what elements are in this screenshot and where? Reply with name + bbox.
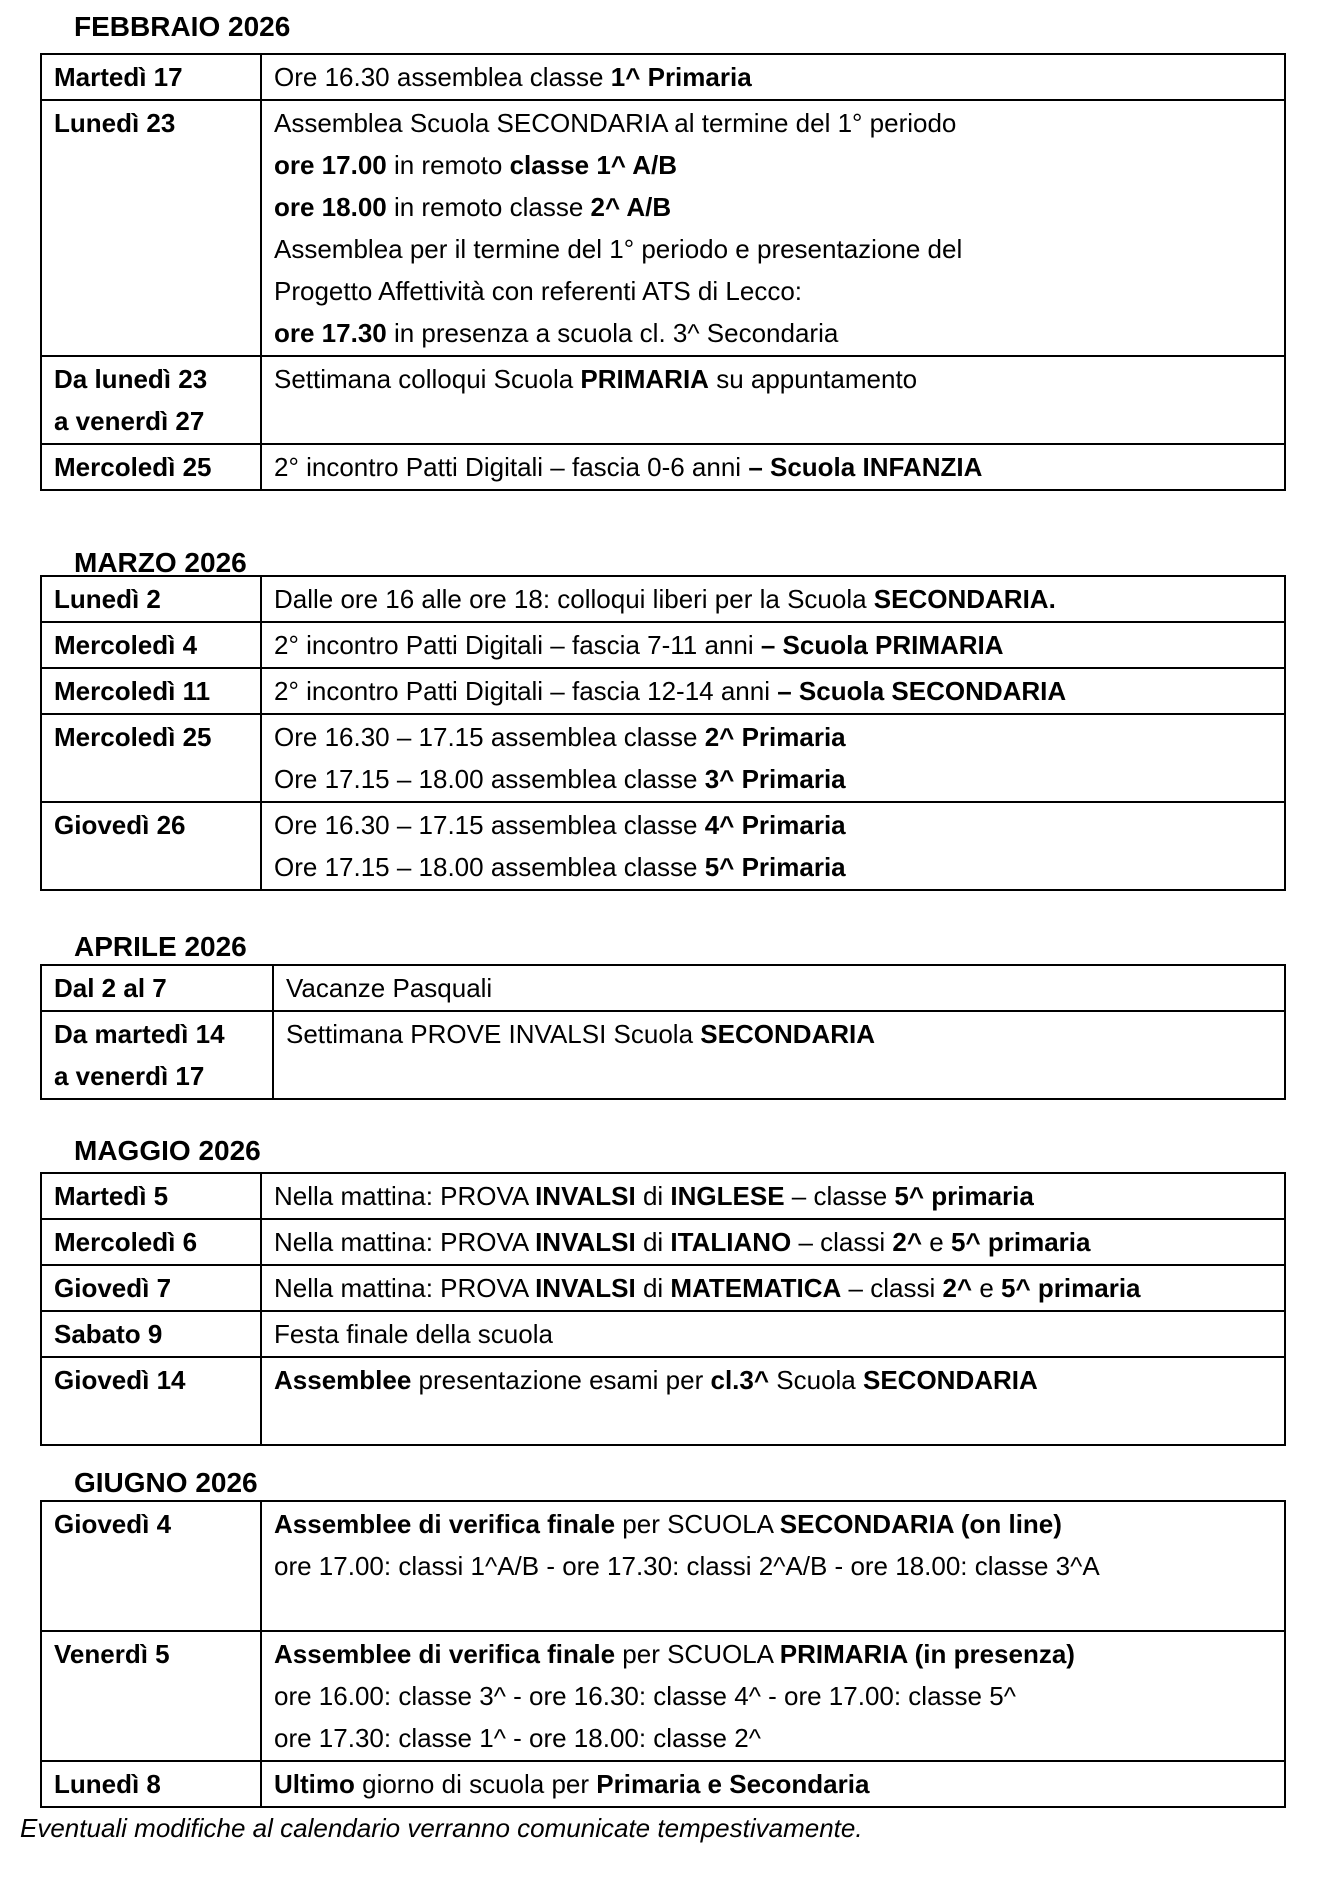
table-row xyxy=(41,1501,1285,1631)
event-line: 2° incontro Patti Digitali – fascia 7-11 anni – Scuola PRIMARIA xyxy=(274,630,1004,660)
event-cell xyxy=(261,1219,1285,1265)
event-cell xyxy=(261,668,1285,714)
date-cell: Da martedì 14 a venerdì 17 xyxy=(41,1011,273,1099)
date-cell: Giovedì 26 xyxy=(41,802,261,890)
event-cell xyxy=(261,714,1285,802)
event-cell xyxy=(261,1173,1285,1219)
month-title-maggio: MAGGIO 2026 xyxy=(74,1135,261,1166)
table-row xyxy=(41,1173,1285,1219)
event-line: Settimana colloqui Scuola PRIMARIA su appuntamento xyxy=(274,364,918,394)
event-line: 2° incontro Patti Digitali – fascia 12-14 anni – Scuola SECONDARIA xyxy=(274,676,1067,706)
event-cell xyxy=(261,1761,1285,1807)
month-title-febbraio: FEBBRAIO 2026 xyxy=(74,11,291,42)
event-line: Progetto Affettività con referenti ATS di Lecco: xyxy=(274,276,802,306)
date-cell: Mercoledì 11 xyxy=(41,668,261,714)
month-table-febbraio xyxy=(40,53,1286,491)
table-row xyxy=(41,1631,1285,1761)
event-cell xyxy=(261,1311,1285,1357)
event-cell xyxy=(261,356,1285,444)
event-line: Ore 16.30 assemblea classe 1^ Primaria xyxy=(274,62,752,92)
date-cell: Da lunedì 23 a venerdì 27 xyxy=(41,356,261,444)
date-cell: Lunedì 23 xyxy=(41,100,261,356)
event-cell xyxy=(261,576,1285,622)
event-cell xyxy=(261,1501,1285,1631)
month-table-maggio xyxy=(40,1172,1286,1446)
date-cell: Giovedì 7 xyxy=(41,1265,261,1311)
event-line: Nella mattina: PROVA INVALSI di MATEMATICA – classi 2^ e 5^ primaria xyxy=(274,1273,1141,1303)
table-row xyxy=(41,1219,1285,1265)
date-cell: Mercoledì 25 xyxy=(41,444,261,490)
month-table-marzo xyxy=(40,575,1286,891)
month-title-marzo: MARZO 2026 xyxy=(74,547,247,578)
table-row xyxy=(41,576,1285,622)
date-cell: Dal 2 al 7 xyxy=(41,965,273,1011)
date-cell: Martedì 17 xyxy=(41,54,261,100)
event-line: Assemblea per il termine del 1° periodo e presentazione del xyxy=(274,234,963,264)
month-table-aprile xyxy=(40,964,1286,1100)
month-title-aprile: APRILE 2026 xyxy=(74,931,247,962)
date-cell: Lunedì 8 xyxy=(41,1761,261,1807)
table-row xyxy=(41,1265,1285,1311)
event-cell xyxy=(261,622,1285,668)
date-cell: Martedì 5 xyxy=(41,1173,261,1219)
event-line: Assemblee di verifica finale per SCUOLA SECONDARIA (on line) xyxy=(274,1509,1062,1539)
table-row xyxy=(41,444,1285,490)
date-cell: Mercoledì 4 xyxy=(41,622,261,668)
event-cell xyxy=(261,1265,1285,1311)
date-cell: Venerdì 5 xyxy=(41,1631,261,1761)
event-cell xyxy=(273,1011,1285,1099)
event-line: ore 18.00 in remoto classe 2^ A/B xyxy=(274,192,672,222)
event-line: Nella mattina: PROVA INVALSI di ITALIANO – classi 2^ e 5^ primaria xyxy=(274,1227,1091,1257)
date-cell: Giovedì 14 xyxy=(41,1357,261,1445)
table-row xyxy=(41,1311,1285,1357)
event-cell xyxy=(261,54,1285,100)
event-line: Ore 16.30 – 17.15 assemblea classe 2^ Primaria xyxy=(274,722,846,752)
event-line: Ore 17.15 – 18.00 assemblea classe 3^ Primaria xyxy=(274,764,846,794)
event-line: Dalle ore 16 alle ore 18: colloqui liberi per la Scuola SECONDARIA. xyxy=(274,584,1056,614)
date-cell: Sabato 9 xyxy=(41,1311,261,1357)
event-cell xyxy=(261,1631,1285,1761)
event-line: Settimana PROVE INVALSI Scuola SECONDARIA xyxy=(286,1019,876,1049)
event-line: Festa finale della scuola xyxy=(274,1319,553,1349)
month-table-giugno xyxy=(40,1500,1286,1808)
table-row xyxy=(41,802,1285,890)
event-cell xyxy=(261,1357,1285,1445)
table-row xyxy=(41,54,1285,100)
event-line: Vacanze Pasquali xyxy=(286,973,493,1003)
event-line: 2° incontro Patti Digitali – fascia 0-6 anni – Scuola INFANZIA xyxy=(274,452,983,482)
event-line: Assemblee di verifica finale per SCUOLA PRIMARIA (in presenza) xyxy=(274,1639,1075,1669)
table-row xyxy=(41,1357,1285,1445)
event-cell xyxy=(261,100,1285,356)
event-line: ore 17.00 in remoto classe 1^ A/B xyxy=(274,150,678,180)
footer-note: Eventuali modifiche al calendario verranno comunicate tempestivamente. xyxy=(20,1813,863,1843)
table-row xyxy=(41,668,1285,714)
event-line xyxy=(274,1401,1274,1443)
event-line: Assemblea Scuola SECONDARIA al termine del 1° periodo xyxy=(274,108,957,138)
event-line: ore 17.00: classi 1^A/B - ore 17.30: classi 2^A/B - ore 18.00: classe 3^A xyxy=(274,1551,1100,1581)
event-line: ore 17.30: classe 1^ - ore 18.00: classe 2^ xyxy=(274,1723,761,1753)
event-cell xyxy=(273,965,1285,1011)
date-cell: Mercoledì 6 xyxy=(41,1219,261,1265)
date-cell: Lunedì 2 xyxy=(41,576,261,622)
table-row xyxy=(41,356,1285,444)
event-line xyxy=(274,1587,1274,1629)
table-row xyxy=(41,1761,1285,1807)
table-row xyxy=(41,965,1285,1011)
month-title-giugno: GIUGNO 2026 xyxy=(74,1467,258,1498)
event-line: ore 16.00: classe 3^ - ore 16.30: classe 4^ - ore 17.00: classe 5^ xyxy=(274,1681,1016,1711)
event-line: Ultimo giorno di scuola per Primaria e Secondaria xyxy=(274,1769,870,1799)
event-line: ore 17.30 in presenza a scuola cl. 3^ Secondaria xyxy=(274,318,839,348)
table-row xyxy=(41,100,1285,356)
event-line: Assemblee presentazione esami per cl.3^ Scuola SECONDARIA xyxy=(274,1365,1038,1395)
event-line: Nella mattina: PROVA INVALSI di INGLESE – classe 5^ primaria xyxy=(274,1181,1034,1211)
date-cell: Giovedì 4 xyxy=(41,1501,261,1631)
event-line: Ore 17.15 – 18.00 assemblea classe 5^ Primaria xyxy=(274,852,846,882)
table-row xyxy=(41,714,1285,802)
event-cell xyxy=(261,444,1285,490)
event-line: Ore 16.30 – 17.15 assemblea classe 4^ Primaria xyxy=(274,810,846,840)
table-row xyxy=(41,1011,1285,1099)
event-cell xyxy=(261,802,1285,890)
date-cell: Mercoledì 25 xyxy=(41,714,261,802)
table-row xyxy=(41,622,1285,668)
